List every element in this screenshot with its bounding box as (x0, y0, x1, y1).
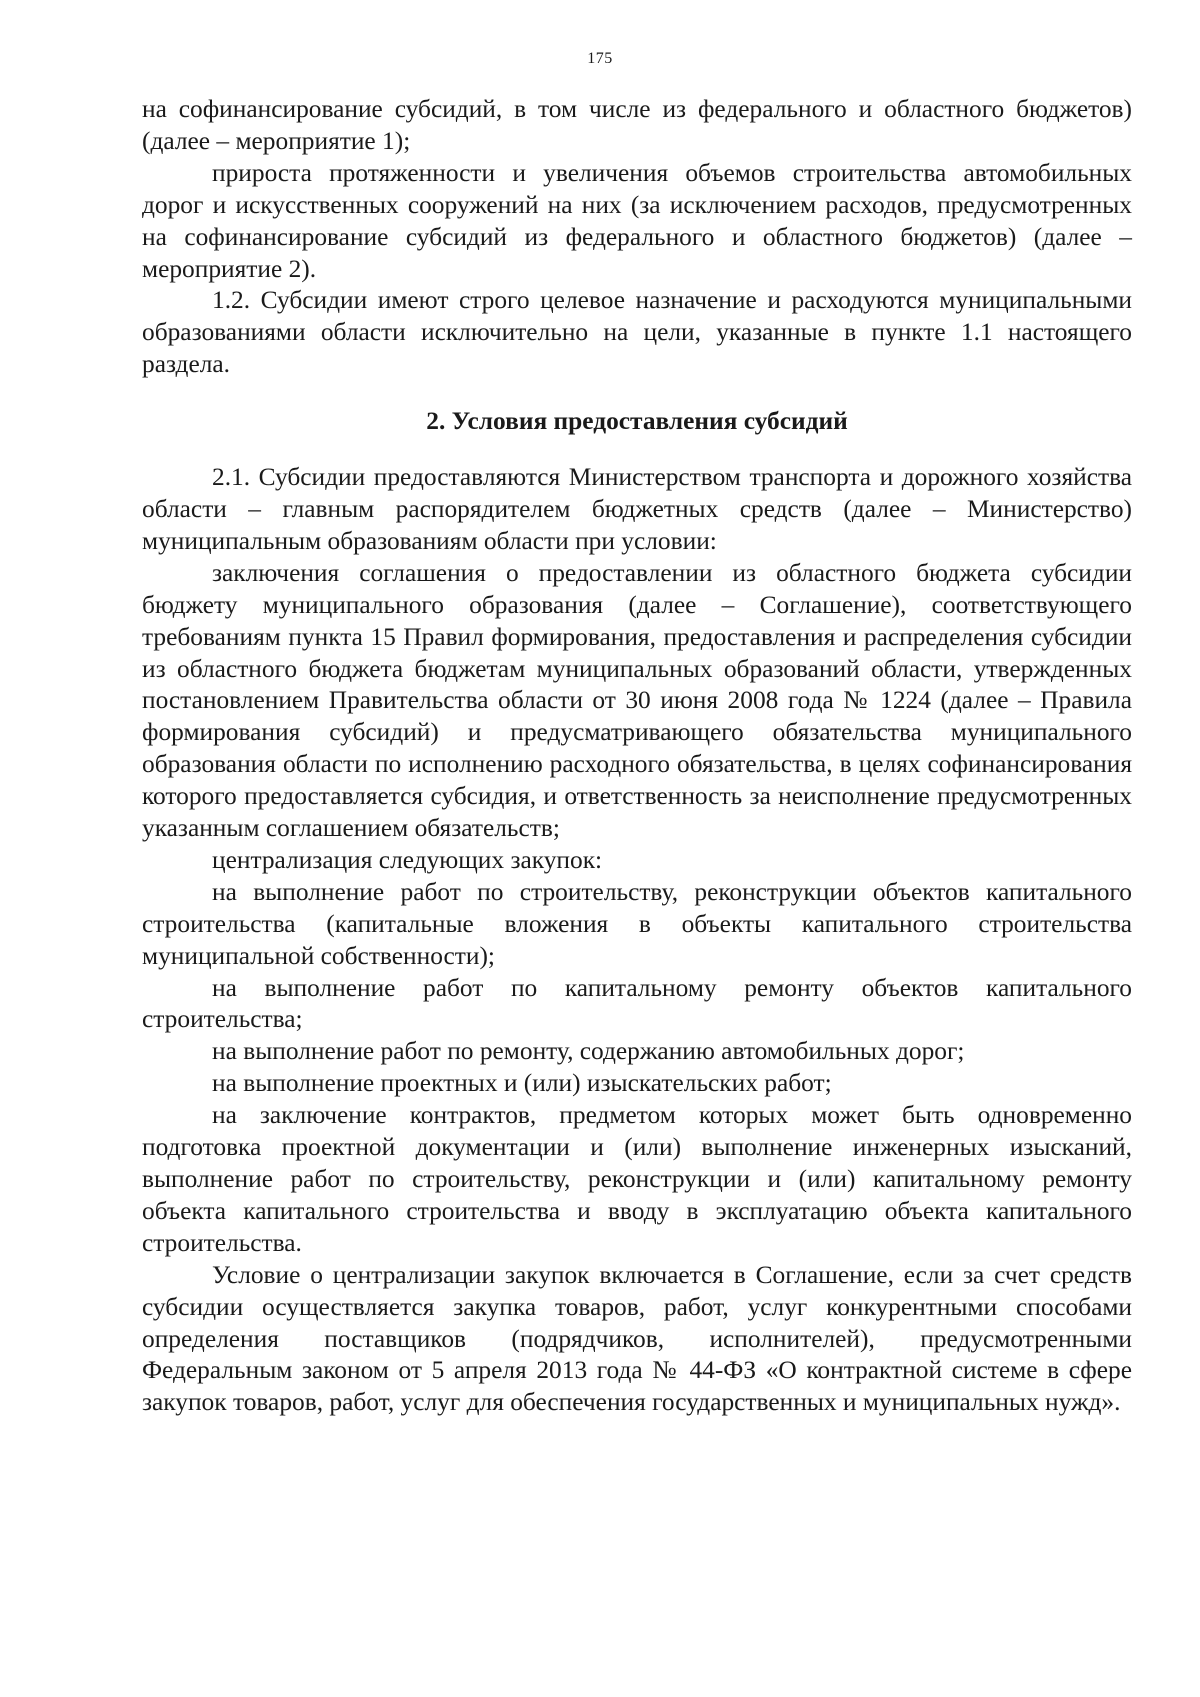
section-heading: 2. Условия предоставления субсидий (426, 407, 848, 436)
paragraph: заключения соглашения о предоставлении из областного бюджета субсидии бюджету муниципального образования (далее – Соглашение), соответствующего требованиям пункта 15 Правил формирования, предоставления и распределения субсидии из областного бюджета бюджетам муниципальных образований области, утвержденных постановлением Правительства области от 30 июня 2008 года № 1224 (далее – Правила формирования субсидий) и предусматривающего обязательства муниципального образования области по исполнению расходного обязательства, в целях софинансирования которого предоставляется субсидия, и ответственность за неисполнение предусмотренных указанным соглашением обязательств; (142, 558, 1132, 843)
paragraph: на заключение контрактов, предметом которых может быть одновременно подготовка проектной документации и (или) выполнение инженерных изысканий, выполнение работ по строительству, реконструкции и (или) капитальному ремонту объекта капитального строительства и вводу в эксплуатацию объекта капитального строительства. (142, 1101, 1132, 1257)
paragraph: на выполнение проектных и (или) изыскательских работ; (212, 1069, 832, 1098)
page-number: 175 (587, 50, 613, 67)
paragraph: на софинансирование субсидий, в том числе из федерального и областного бюджетов) (далее – мероприятие 1); (142, 95, 1132, 155)
paragraph: на выполнение работ по ремонту, содержанию автомобильных дорог; (212, 1037, 965, 1066)
paragraph: на выполнение работ по капитальному ремонту объектов капитального строительства; (142, 973, 1132, 1034)
paragraph: централизация следующих закупок: (212, 845, 603, 874)
paragraph: Условие о централизации закупок включается в Соглашение, если за счет средств субсидии осуществляется закупка товаров, работ, услуг конкурентными способами определения поставщиков (подрядчиков, исполнителей), предусмотренными Федеральным законом от 5 апреля 2013 года № 44-ФЗ «О контрактной системе в сфере закупок товаров, работ, услуг для обеспечения государственных и муниципальных нужд». (142, 1260, 1132, 1417)
paragraph: 2.1. Субсидии предоставляются Министерством транспорта и дорожного хозяйства области – главным распорядителем бюджетных средств (далее – Министерство) муниципальным образованиям области при условии: (142, 463, 1132, 555)
paragraph: прироста протяженности и увеличения объемов строительства автомобильных дорог и искусственных сооружений на них (за исключением расходов, предусмотренных на софинансирование субсидий из федерального и областного бюджетов) (далее – мероприятие 2). (142, 158, 1132, 283)
document-body (142, 94, 1132, 1419)
paragraph: 1.2. Субсидии имеют строго целевое назначение и расходуются муниципальными образованиями области исключительно на цели, указанные в пункте 1.1 настоящего раздела. (142, 286, 1132, 379)
paragraph: на выполнение работ по строительству, реконструкции объектов капитального строительства (капитальные вложения в объекты капитального строительства муниципальной собственности); (142, 877, 1132, 970)
